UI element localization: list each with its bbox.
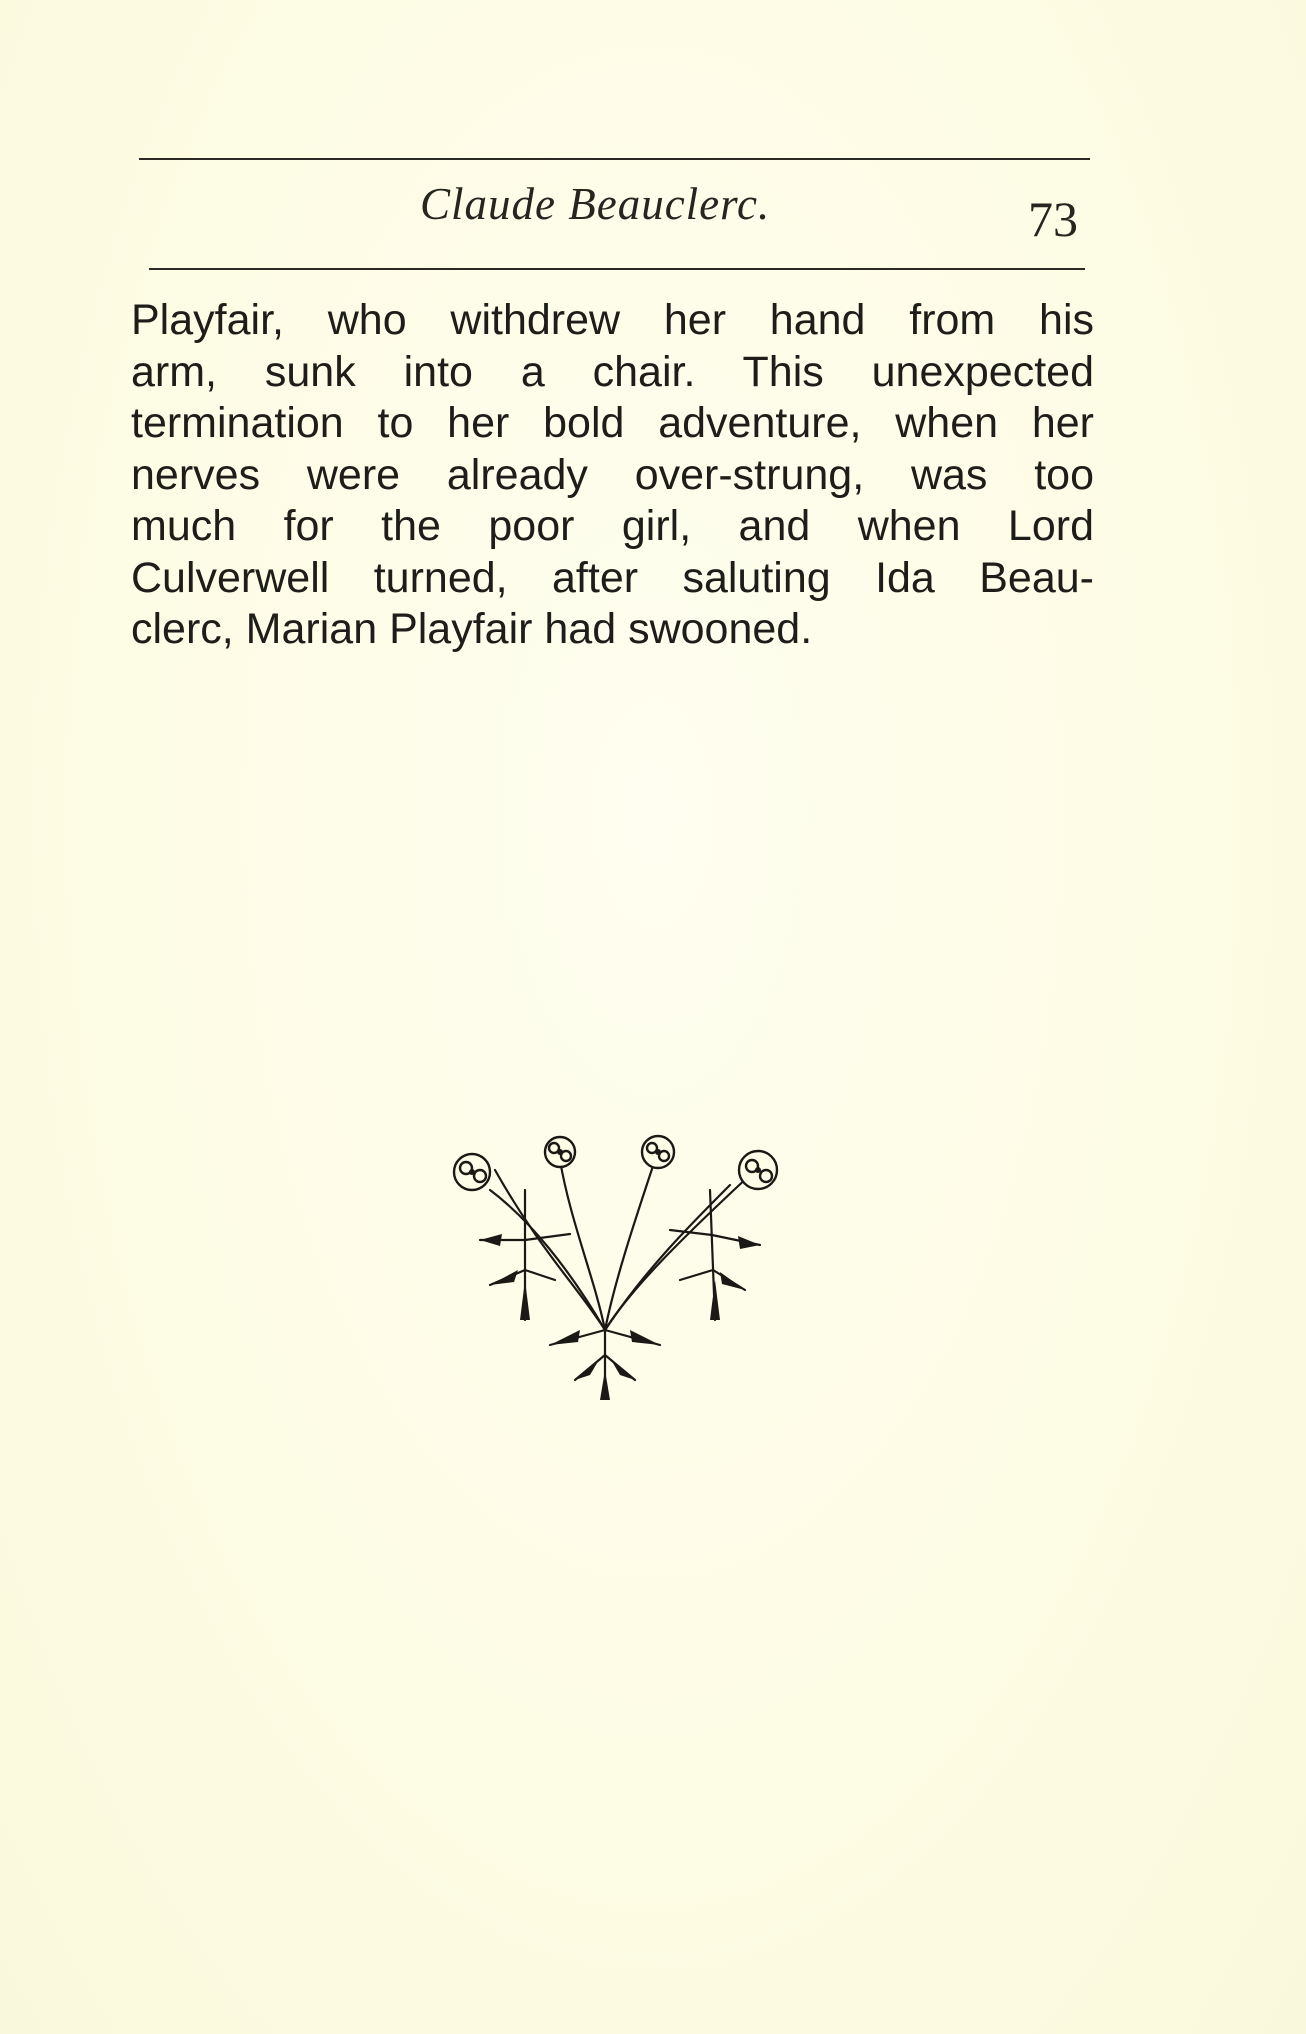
text-line: arm, sunk into a chair. This unexpected: [131, 347, 1094, 396]
header-rule-top: [139, 158, 1090, 160]
header-rule-bottom: [149, 268, 1085, 270]
text-line: clerc, Marian Playfair had swooned.: [131, 605, 813, 653]
body-paragraph: [131, 295, 1094, 656]
text-line: termination to her bold adventure, when her: [131, 399, 1094, 447]
page-number: 73: [1028, 191, 1078, 247]
text-line: much for the poor girl, and when Lord: [131, 502, 1094, 550]
floral-tailpiece-icon: [430, 1130, 800, 1405]
text-line: nerves were already over-strung, was too: [131, 450, 1094, 499]
text-line: Playfair, who withdrew her hand from his: [131, 296, 1094, 344]
text-line: Culverwell turned, after saluting Ida Beau-: [131, 553, 1094, 602]
running-title: Claude Beauclerc.: [420, 179, 771, 229]
